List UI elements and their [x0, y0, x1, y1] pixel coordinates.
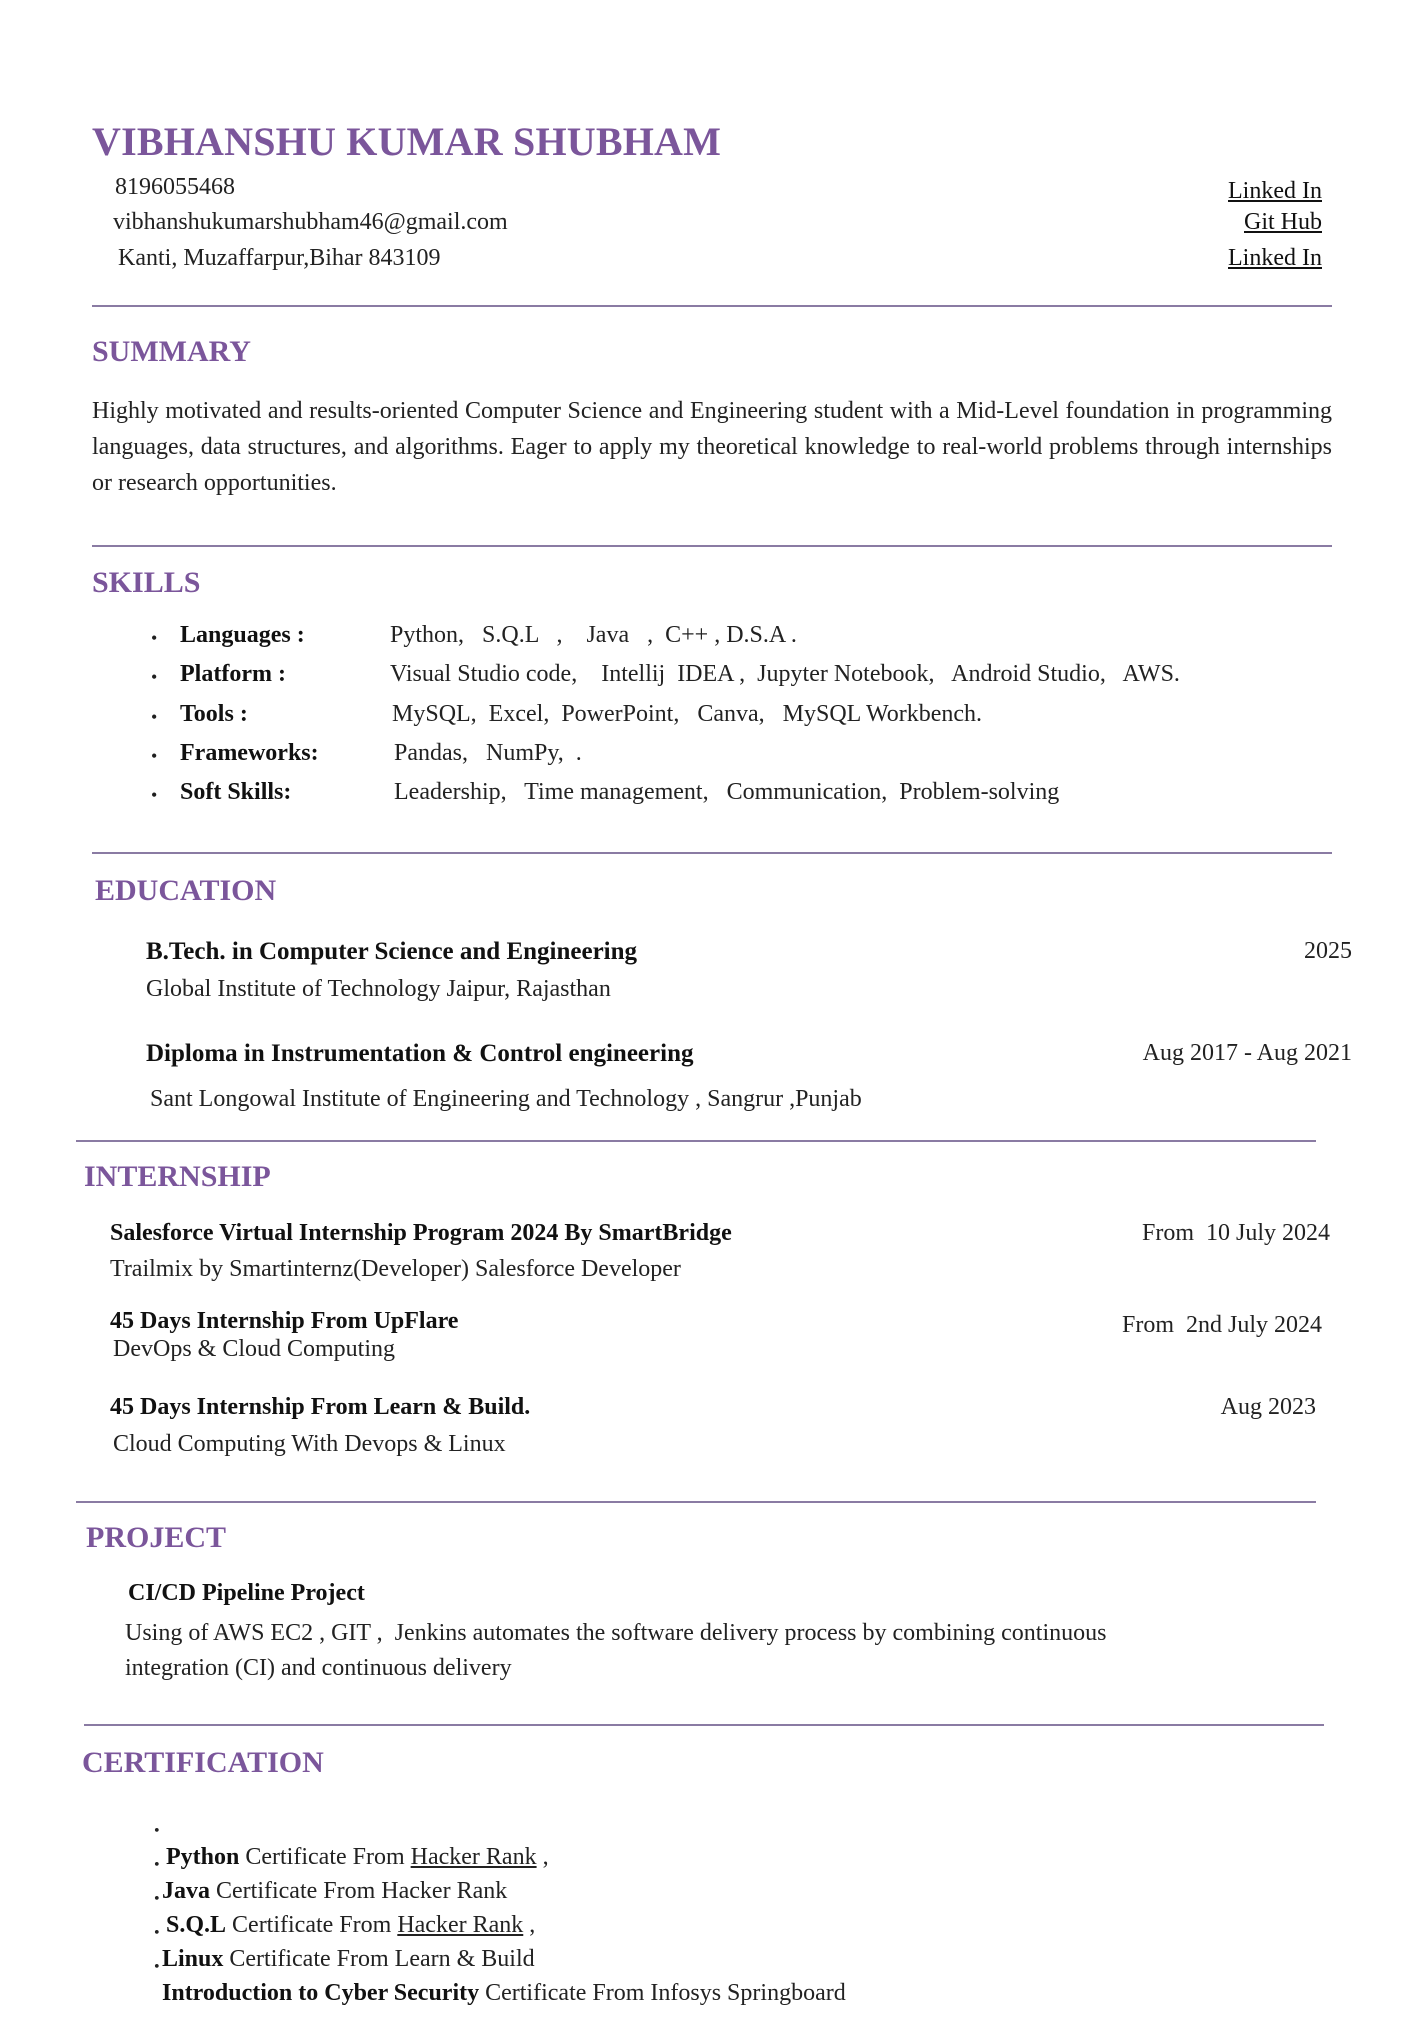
- skill-value: Visual Studio code, Intellij IDEA , Jupyter Notebook, Android Studio, AWS.: [390, 661, 1180, 687]
- certification-heading: CERTIFICATION: [82, 1746, 324, 1779]
- project-description: Using of AWS EC2 , GIT , Jenkins automates the software delivery process by combining continuous: [125, 1620, 1107, 1646]
- certification-item: [130, 1926, 846, 2034]
- degree-date: Aug 2017 - Aug 2021: [1142, 1040, 1352, 1066]
- internship-date: From 10 July 2024: [1141, 1220, 1330, 1246]
- divider: [76, 1140, 1316, 1142]
- internship-title: Salesforce Virtual Internship Program 2024 By SmartBridge: [110, 1220, 732, 1246]
- internship-heading: INTERNSHIP: [84, 1160, 271, 1193]
- divider: [92, 305, 1332, 307]
- summary-text: Highly motivated and results-oriented Computer Science and Engineering student with a Mid-Level foundation in programming languages, data structures, and algorithms. Eager to apply my theoretical knowledge to real-world problems through internships or research opportunities.: [92, 398, 1332, 496]
- cert-name: S.Q.L: [166, 1912, 227, 1938]
- linkedin-link[interactable]: Linked In: [1228, 178, 1322, 204]
- degree-title: Diploma in Instrumentation & Control engineering: [146, 1040, 694, 1067]
- project-description-cont: integration (CI) and continuous delivery: [125, 1655, 512, 1681]
- hacker-rank-link[interactable]: Hacker Rank: [397, 1912, 524, 1938]
- skill-value: Python, S.Q.L , Java , C++ , D.S.A .: [390, 622, 797, 648]
- degree-title: B.Tech. in Computer Science and Engineering: [146, 938, 638, 965]
- school-name: Sant Longowal Institute of Engineering and Technology , Sangrur ,Punjab: [150, 1086, 862, 1112]
- education-heading: EDUCATION: [95, 874, 277, 907]
- cert-tail: ,: [523, 1912, 536, 1938]
- skill-label: Frameworks:: [180, 740, 319, 766]
- school-name: Global Institute of Technology Jaipur, Rajasthan: [146, 976, 611, 1002]
- cert-name: Java: [162, 1878, 210, 1904]
- cert-text: Certificate From: [226, 1912, 398, 1938]
- bullet-icon: •: [154, 1924, 160, 1942]
- internship-detail: Trailmix by Smartinternz(Developer) Salesforce Developer: [110, 1256, 681, 1282]
- bullet-icon: •: [151, 628, 158, 648]
- skills-heading: SKILLS: [92, 566, 201, 599]
- skill-value: Leadership, Time management, Communication, Problem-solving: [394, 779, 1060, 805]
- divider: [92, 545, 1332, 547]
- project-title: CI/CD Pipeline Project: [128, 1580, 365, 1606]
- cert-text: Certificate From: [239, 1844, 411, 1870]
- bullet-icon: •: [154, 1890, 160, 1908]
- skill-value: MySQL, Excel, PowerPoint, Canva, MySQL Workbench.: [392, 701, 983, 727]
- cert-tail: ,: [536, 1844, 549, 1870]
- internship-date: Aug 2023: [1220, 1394, 1316, 1420]
- phone-number: 8196055468: [115, 174, 235, 200]
- internship-title: 45 Days Internship From Learn & Build.: [110, 1394, 531, 1420]
- divider: [76, 1501, 1316, 1503]
- degree-date: 2025: [1304, 938, 1352, 964]
- cert-name: Python: [166, 1844, 240, 1870]
- hacker-rank-link[interactable]: Hacker Rank: [410, 1844, 537, 1870]
- cert-text: Certificate From Hacker Rank: [210, 1878, 508, 1904]
- bullet-icon: •: [151, 667, 158, 687]
- summary-heading: SUMMARY: [92, 335, 251, 368]
- internship-detail: DevOps & Cloud Computing: [113, 1336, 396, 1362]
- bullet-icon: •: [151, 707, 158, 727]
- internship-detail: Cloud Computing With Devops & Linux: [113, 1431, 506, 1457]
- bullet-icon: •: [154, 1958, 160, 1976]
- skill-label: Tools :: [180, 701, 248, 727]
- github-link[interactable]: Git Hub: [1244, 209, 1322, 235]
- bullet-icon: •: [151, 746, 158, 766]
- skill-label: Languages :: [180, 622, 305, 648]
- divider: [84, 1724, 1324, 1726]
- cert-name: Introduction to Cyber Security: [162, 1980, 480, 2006]
- divider: [92, 852, 1332, 854]
- bullet-icon: •: [151, 785, 158, 805]
- project-heading: PROJECT: [86, 1521, 227, 1554]
- cert-name: Linux: [162, 1946, 224, 1972]
- bullet-icon: •: [154, 1822, 160, 1840]
- internship-title: 45 Days Internship From UpFlare: [110, 1308, 459, 1334]
- cert-text: Certificate From Learn & Build: [223, 1946, 535, 1972]
- linkedin-link-secondary[interactable]: Linked In: [1228, 245, 1322, 271]
- skill-label: Soft Skills:: [180, 779, 292, 805]
- skill-label: Platform :: [180, 661, 286, 687]
- email-address: vibhanshukumarshubham46@gmail.com: [113, 209, 508, 235]
- internship-date: From 2nd July 2024: [1121, 1312, 1322, 1338]
- cert-text: Certificate From Infosys Springboard: [479, 1980, 846, 2006]
- skill-value: Pandas, NumPy, .: [394, 740, 582, 766]
- bullet-icon: •: [154, 1856, 160, 1874]
- home-address: Kanti, Muzaffarpur,Bihar 843109: [118, 245, 441, 271]
- candidate-name: VIBHANSHU KUMAR SHUBHAM: [92, 119, 722, 164]
